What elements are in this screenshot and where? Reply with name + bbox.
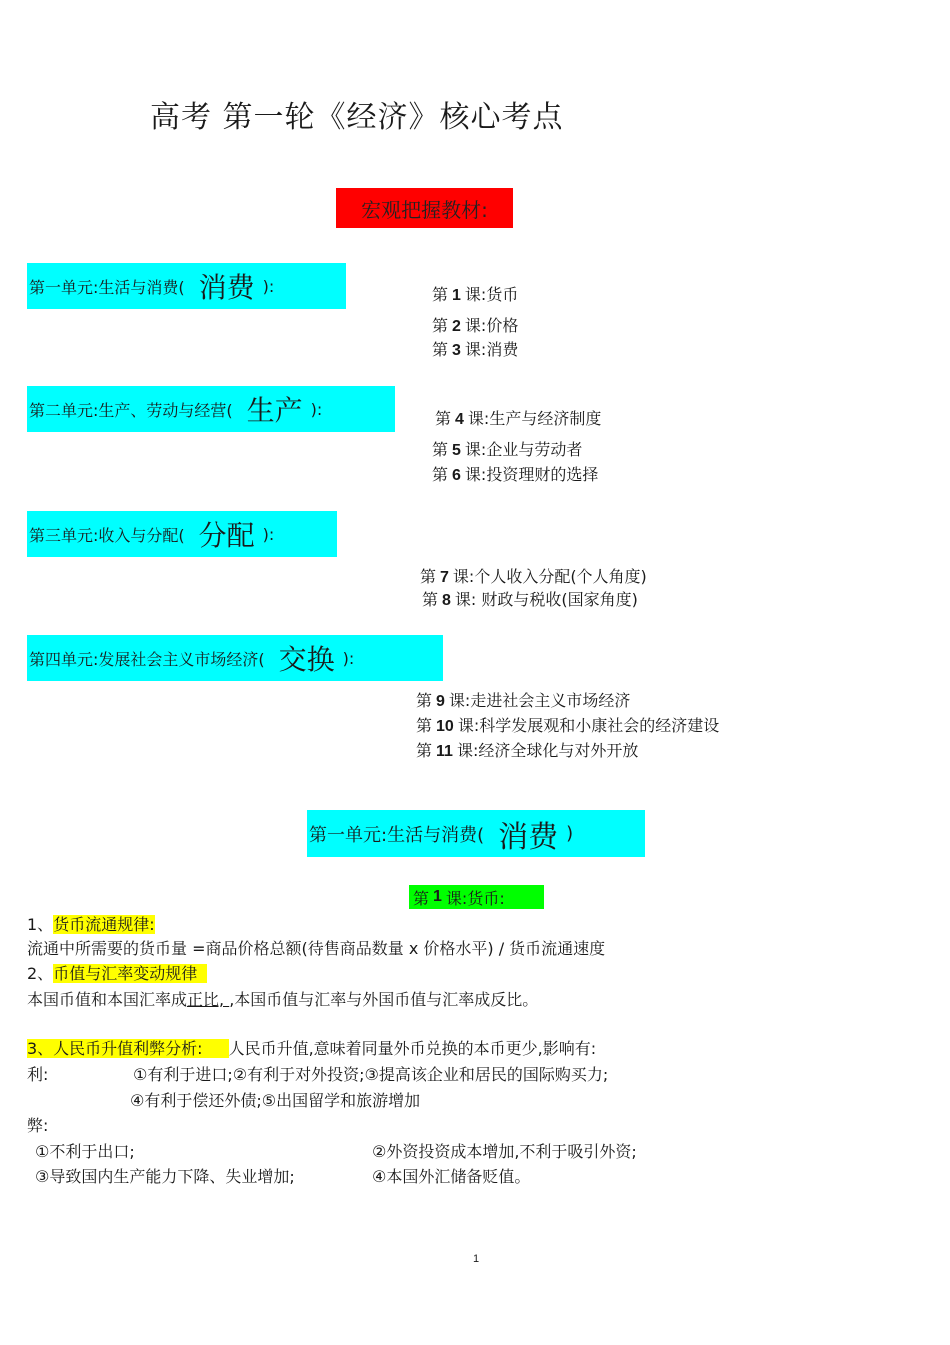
point-2-heading: 2、币值与汇率变动规律 — [27, 961, 207, 984]
unit-2-banner — [27, 386, 395, 432]
lesson-item: 第 5 课:企业与劳动者 — [432, 440, 583, 459]
lesson-item: 第 9 课:走进社会主义市场经济 — [416, 691, 631, 710]
cons-item: ②外资投资成本增加,不利于吸引外资; — [372, 1142, 637, 1161]
unit-label: 第四单元:发展社会主义市场经济( — [29, 649, 265, 669]
section-label-end: ) — [566, 823, 574, 844]
point-3-heading: 3、人民币升值利弊分析: 人民币升值,意味着同量外币兑换的本币更少,影响有: — [27, 1039, 597, 1058]
unit-3-banner — [27, 511, 337, 557]
point-1-heading: 1、货币流通规律: — [27, 915, 155, 934]
section-banner — [307, 810, 645, 857]
section-keyword: 消费 — [498, 819, 559, 855]
section-label: 第一单元:生活与消费( — [309, 824, 485, 846]
lesson-item: 第 3 课:消费 — [432, 340, 519, 359]
lesson-item: 第 6 课:投资理财的选择 — [432, 465, 599, 484]
point-1-text: 流通中所需要的货币量 =商品价格总额(待售商品数量 x 价格水平) / 货币流通速度 — [27, 939, 606, 958]
cons-item: ①不利于出口; — [35, 1142, 135, 1161]
pros-line-1: ①有利于进口;②有利于对外投资;③提高该企业和居民的国际购买力; — [133, 1065, 609, 1084]
page-title: 高考 第一轮《经济》核心考点 — [150, 100, 564, 135]
unit-keyword: 分配 — [198, 519, 255, 552]
lesson-item: 第 10 课:科学发展观和小康社会的经济建设 — [416, 716, 720, 735]
cons-label: 弊: — [27, 1116, 49, 1135]
page-number: 1 — [473, 1253, 480, 1265]
lesson-item: 第 4 课:生产与经济制度 — [435, 409, 602, 428]
lesson-item: 第 1 课:货币 — [432, 285, 519, 304]
unit-keyword: 消费 — [198, 271, 255, 304]
lesson-item: 第 7 课:个人收入分配(个人角度) — [420, 567, 647, 586]
lesson-item: 第 2 课:价格 — [432, 316, 519, 335]
unit-label-end: ): — [342, 648, 355, 668]
pros-label: 利: — [27, 1065, 49, 1084]
unit-label: 第二单元:生产、劳动与经营( — [29, 400, 233, 420]
cons-item: ③导致国内生产能力下降、失业增加; — [35, 1167, 295, 1186]
unit-label-end: ): — [262, 276, 275, 296]
unit-keyword: 生产 — [246, 394, 303, 427]
point-2-text: 本国币值和本国汇率成正比, ,本国币值与汇率与外国币值与汇率成反比。 — [27, 990, 539, 1009]
unit-label-end: ): — [310, 399, 323, 419]
lesson-item: 第 8 课: 财政与税收(国家角度) — [422, 590, 638, 609]
unit-4-banner — [27, 635, 443, 681]
unit-label: 第一单元:生活与消费( — [29, 277, 185, 297]
lesson-1-heading: 第 1 课:货币: — [409, 885, 544, 909]
cons-item: ④本国外汇储备贬值。 — [372, 1167, 531, 1186]
lesson-item: 第 11 课:经济全球化与对外开放 — [416, 741, 639, 760]
unit-label: 第三单元:收入与分配( — [29, 525, 185, 545]
unit-keyword: 交换 — [278, 643, 335, 676]
unit-label-end: ): — [262, 524, 275, 544]
overview-heading: 宏观把握教材: — [336, 188, 513, 228]
pros-line-2: ④有利于偿还外债;⑤出国留学和旅游增加 — [130, 1091, 421, 1110]
unit-1-banner — [27, 263, 346, 309]
